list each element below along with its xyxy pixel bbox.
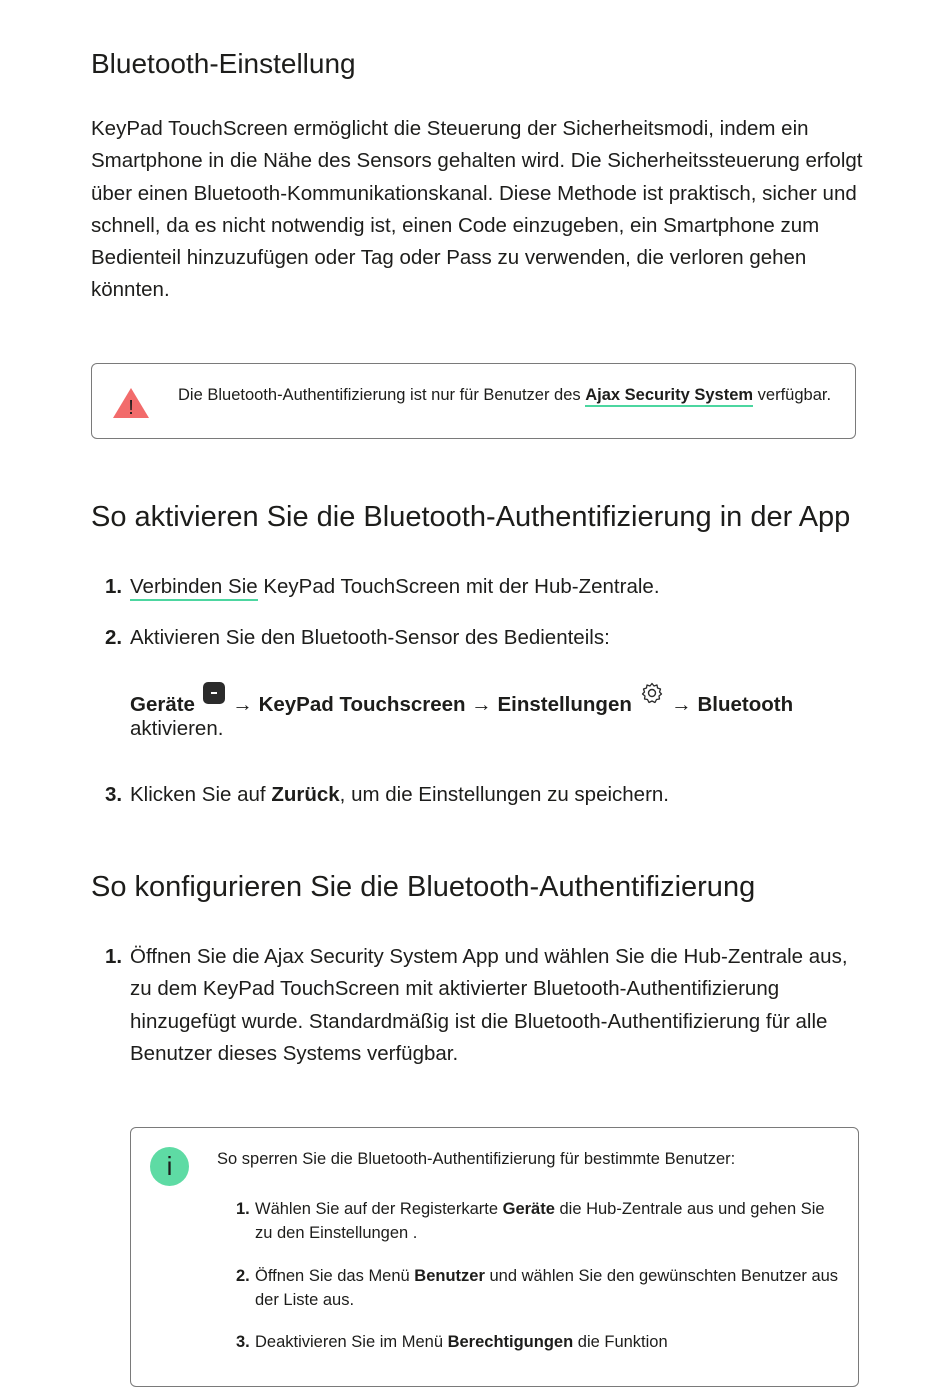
- warning-text: Die Bluetooth-Authentifizierung ist nur für Benutzer des Ajax Security System verfügbar.: [178, 386, 831, 405]
- warning-triangle-icon: [112, 386, 150, 420]
- devices-icon: [203, 682, 225, 704]
- ajax-security-system-link[interactable]: Ajax Security System: [585, 386, 753, 407]
- intro-paragraph: KeyPad TouchScreen ermöglicht die Steuerung der Sicherheitsmodi, indem ein Smartphone in die Nähe des Sensors gehalten wird. Die Sicherheitssteuerung erfolgt über einen Bluetooth-Kommunikationskanal. Diese Methode ist praktisch, sicher und schnell, da es nicht notwendig ist, einen Code einzugeben, ein Smartphone zum Bedienteil hinzuzufügen oder Tag oder Pass zu verwenden, die verloren gehen könnten.: [91, 117, 863, 302]
- connect-link[interactable]: Verbinden Sie: [130, 575, 258, 601]
- section-heading-activate: So aktivieren Sie die Bluetooth-Authentifizierung in der App: [91, 501, 851, 533]
- gear-icon: [640, 681, 664, 705]
- info-icon: i: [150, 1147, 189, 1186]
- svg-text:!: !: [128, 397, 134, 419]
- warning-callout: [91, 363, 856, 439]
- info-heading: So sperren Sie die Bluetooth-Authentifizierung für bestimmte Benutzer:: [217, 1150, 736, 1168]
- page-title: Bluetooth-Einstellung: [91, 48, 356, 79]
- section-heading-configure: So konfigurieren Sie die Bluetooth-Authentifizierung: [91, 871, 756, 903]
- info-callout: i So sperren Sie die Bluetooth-Authentifizierung für bestimmte Benutzer: 1. Wählen Sie auf der Registerkarte Geräte die Hub-Zentrale aus und gehen Sie zu den Einstellungen . 2. Öffnen Sie das Menü Benutzer und wählen Sie den gewünschten Benutzer aus der Liste aus. 3. Deaktivieren Sie im Menü Berechtigungen die Funktion: [130, 1127, 859, 1387]
